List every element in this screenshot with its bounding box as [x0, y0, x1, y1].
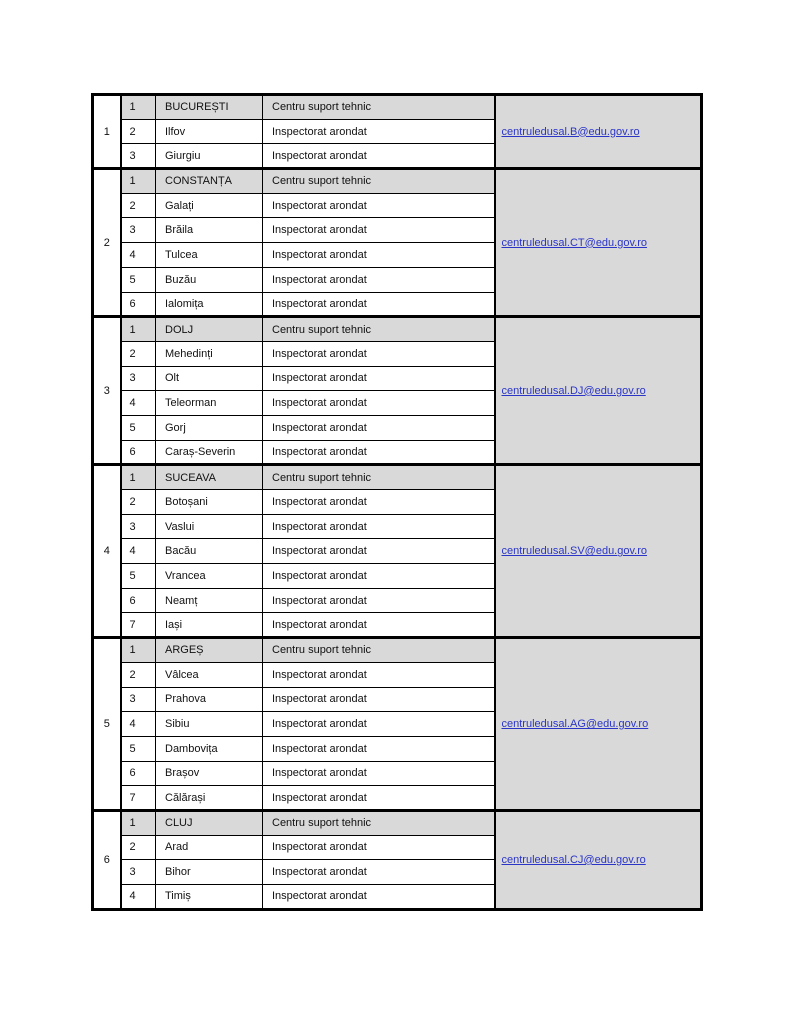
county-name-cell: Olt [156, 366, 263, 391]
county-name-cell: Călărași [156, 786, 263, 811]
role-cell: Centru suport tehnic [263, 95, 495, 120]
row-number-cell: 1 [121, 317, 156, 342]
role-cell: Inspectorat arondat [263, 292, 495, 317]
county-name-cell: BUCUREȘTI [156, 95, 263, 120]
row-number-cell: 3 [121, 860, 156, 885]
row-number-cell: 3 [121, 514, 156, 539]
role-cell: Inspectorat arondat [263, 440, 495, 465]
role-cell: Inspectorat arondat [263, 662, 495, 687]
row-number-cell: 3 [121, 366, 156, 391]
row-number-cell: 4 [121, 885, 156, 910]
row-number-cell: 2 [121, 193, 156, 218]
email-link[interactable]: centruledusal.B@edu.gov.ro [501, 125, 640, 138]
row-number-cell: 1 [121, 638, 156, 663]
group-number-cell: 6 [93, 810, 121, 909]
role-cell: Inspectorat arondat [263, 613, 495, 638]
county-name-cell: CONSTANȚA [156, 169, 263, 194]
role-cell: Inspectorat arondat [263, 687, 495, 712]
role-cell: Inspectorat arondat [263, 267, 495, 292]
table-row [93, 95, 702, 120]
county-name-cell: Gorj [156, 415, 263, 440]
row-number-cell: 3 [121, 687, 156, 712]
role-cell: Inspectorat arondat [263, 119, 495, 144]
role-cell: Centru suport tehnic [263, 317, 495, 342]
group-number-cell: 4 [93, 465, 121, 638]
table-body [93, 95, 702, 910]
role-cell: Inspectorat arondat [263, 193, 495, 218]
row-number-cell: 7 [121, 786, 156, 811]
row-number-cell: 5 [121, 415, 156, 440]
county-name-cell: Ilfov [156, 119, 263, 144]
row-number-cell: 1 [121, 95, 156, 120]
role-cell: Inspectorat arondat [263, 539, 495, 564]
email-cell [495, 317, 702, 465]
row-number-cell: 2 [121, 490, 156, 515]
email-link[interactable]: centruledusal.DJ@edu.gov.ro [501, 384, 646, 397]
row-number-cell: 3 [121, 144, 156, 169]
county-name-cell: DOLJ [156, 317, 263, 342]
role-cell: Inspectorat arondat [263, 860, 495, 885]
county-name-cell: Mehedinți [156, 341, 263, 366]
county-name-cell: Prahova [156, 687, 263, 712]
row-number-cell: 2 [121, 119, 156, 144]
role-cell: Inspectorat arondat [263, 218, 495, 243]
row-number-cell: 5 [121, 736, 156, 761]
role-cell: Inspectorat arondat [263, 885, 495, 910]
county-name-cell: Vrancea [156, 564, 263, 589]
row-number-cell: 7 [121, 613, 156, 638]
row-number-cell: 6 [121, 761, 156, 786]
table-row [93, 465, 702, 490]
county-name-cell: Timiș [156, 885, 263, 910]
role-cell: Inspectorat arondat [263, 564, 495, 589]
role-cell: Centru suport tehnic [263, 169, 495, 194]
row-number-cell: 6 [121, 440, 156, 465]
row-number-cell: 4 [121, 712, 156, 737]
role-cell: Centru suport tehnic [263, 810, 495, 835]
email-cell [495, 638, 702, 811]
role-cell: Inspectorat arondat [263, 514, 495, 539]
email-link[interactable]: centruledusal.AG@edu.gov.ro [501, 718, 649, 731]
county-name-cell: Galați [156, 193, 263, 218]
role-cell: Inspectorat arondat [263, 243, 495, 268]
role-cell: Inspectorat arondat [263, 415, 495, 440]
county-name-cell: Neamț [156, 588, 263, 613]
county-name-cell: Arad [156, 835, 263, 860]
row-number-cell: 1 [121, 810, 156, 835]
row-number-cell: 4 [121, 243, 156, 268]
row-number-cell: 5 [121, 564, 156, 589]
county-name-cell: Botoșani [156, 490, 263, 515]
role-cell: Inspectorat arondat [263, 490, 495, 515]
row-number-cell: 4 [121, 391, 156, 416]
county-name-cell: Vaslui [156, 514, 263, 539]
row-number-cell: 6 [121, 588, 156, 613]
county-name-cell: Ialomița [156, 292, 263, 317]
email-cell [495, 465, 702, 638]
role-cell: Centru suport tehnic [263, 465, 495, 490]
email-link[interactable]: centruledusal.CT@edu.gov.ro [501, 236, 647, 249]
row-number-cell: 1 [121, 169, 156, 194]
county-name-cell: Dambovița [156, 736, 263, 761]
county-name-cell: Vâlcea [156, 662, 263, 687]
role-cell: Inspectorat arondat [263, 786, 495, 811]
county-name-cell: Sibiu [156, 712, 263, 737]
row-number-cell: 6 [121, 292, 156, 317]
county-name-cell: Tulcea [156, 243, 263, 268]
county-name-cell: Teleorman [156, 391, 263, 416]
county-name-cell: Caraș-Severin [156, 440, 263, 465]
county-name-cell: SUCEAVA [156, 465, 263, 490]
group-number-cell: 2 [93, 169, 121, 317]
row-number-cell: 2 [121, 662, 156, 687]
role-cell: Inspectorat arondat [263, 366, 495, 391]
county-name-cell: CLUJ [156, 810, 263, 835]
group-number-cell: 3 [93, 317, 121, 465]
county-name-cell: Buzău [156, 267, 263, 292]
role-cell: Inspectorat arondat [263, 588, 495, 613]
table-row [93, 638, 702, 663]
county-name-cell: Brașov [156, 761, 263, 786]
group-number-cell: 5 [93, 638, 121, 811]
row-number-cell: 5 [121, 267, 156, 292]
role-cell: Centru suport tehnic [263, 638, 495, 663]
county-name-cell: ARGEȘ [156, 638, 263, 663]
role-cell: Inspectorat arondat [263, 761, 495, 786]
row-number-cell: 2 [121, 341, 156, 366]
email-link[interactable]: centruledusal.SV@edu.gov.ro [501, 545, 647, 558]
role-cell: Inspectorat arondat [263, 341, 495, 366]
email-link[interactable]: centruledusal.CJ@edu.gov.ro [501, 853, 646, 866]
email-cell [495, 169, 702, 317]
role-cell: Inspectorat arondat [263, 391, 495, 416]
county-name-cell: Bihor [156, 860, 263, 885]
group-number-cell: 1 [93, 95, 121, 169]
row-number-cell: 1 [121, 465, 156, 490]
row-number-cell: 4 [121, 539, 156, 564]
role-cell: Inspectorat arondat [263, 736, 495, 761]
county-name-cell: Brăila [156, 218, 263, 243]
role-cell: Inspectorat arondat [263, 712, 495, 737]
table-row [93, 169, 702, 194]
email-cell [495, 810, 702, 909]
support-centers-table [91, 93, 703, 911]
county-name-cell: Giurgiu [156, 144, 263, 169]
row-number-cell: 2 [121, 835, 156, 860]
role-cell: Inspectorat arondat [263, 835, 495, 860]
row-number-cell: 3 [121, 218, 156, 243]
county-name-cell: Bacău [156, 539, 263, 564]
email-cell [495, 95, 702, 169]
table-row [93, 810, 702, 835]
county-name-cell: Iași [156, 613, 263, 638]
table-row [93, 317, 702, 342]
role-cell: Inspectorat arondat [263, 144, 495, 169]
